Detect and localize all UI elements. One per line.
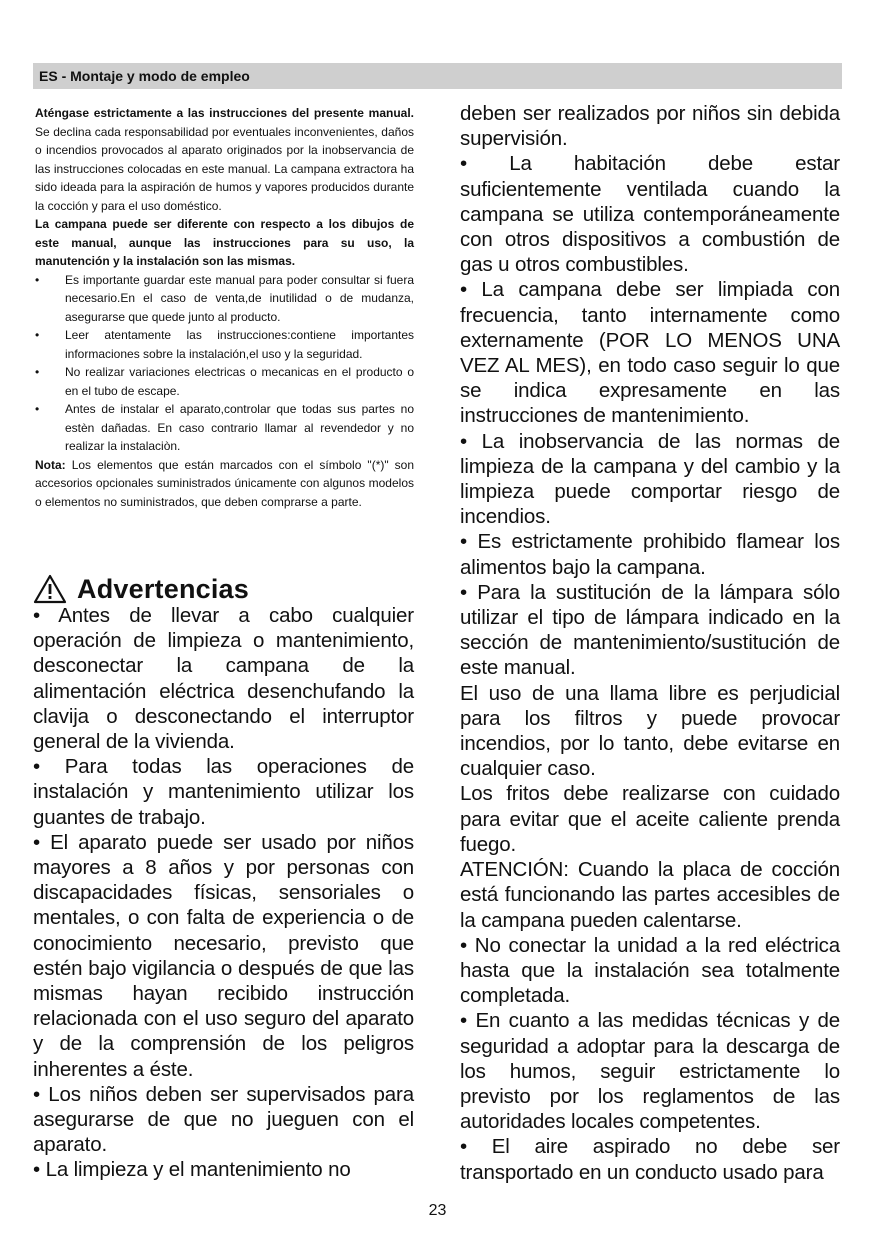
list-item: [35, 400, 414, 456]
design-note-bold: La campana puede ser diferente con respecto a los dibujos de este manual, aunque las instrucciones para su uso, la manutención y la instalación son las mismas.: [35, 217, 414, 268]
note-paragraph: [35, 456, 414, 512]
warning-triangle-icon: [33, 574, 67, 604]
warning-paragraph: • La inobservancia de las normas de limpieza de la campana y del cambio y la limpieza puede comportar riesgo de incendios.: [460, 429, 840, 529]
intro-paragraph: [35, 104, 414, 215]
note-label: Nota:: [35, 457, 66, 472]
bullet-symbol: •: [35, 365, 40, 379]
list-item: [35, 271, 414, 327]
list-item-text: Es importante guardar este manual para poder consultar si fuera necesario.En el caso de venta,de inutilidad o de mudanza, asegurarse que quede junto al producto.: [65, 272, 414, 324]
intro-bullet-list: [35, 271, 414, 456]
list-item: [35, 363, 414, 400]
warning-paragraph: • Antes de llevar a cabo cualquier operación de limpieza o mantenimiento, desconectar la campana de la alimentación eléctrica desenchufando la clavija o desconectando el interruptor general de la vivienda.: [33, 604, 414, 754]
bullet-symbol: •: [35, 402, 40, 416]
section-header: [33, 63, 842, 89]
warning-paragraph: • La limpieza y el mantenimiento no: [33, 1158, 351, 1182]
note-text: Los elementos que están marcados con el símbolo "(*)" son accesorios opcionales suministrados únicamente con algunos modelos o elementos no suministrados, que deben comprarse a parte.: [35, 457, 414, 509]
list-item-text: Antes de instalar el aparato,controlar que todas sus partes no estèn dañadas. En caso contrario llamar al revendedor y no realizar la instalaciòn.: [65, 402, 414, 453]
bullet-symbol: •: [35, 272, 40, 287]
warning-paragraph: Los fritos debe realizarse con cuidado para evitar que el aceite caliente prenda fuego.: [460, 782, 840, 856]
page-number: 23: [428, 1202, 447, 1219]
warning-paragraph: • La campana debe ser limpiada con frecuencia, tanto internamente como externamente (POR LO MENOS UNA VEZ AL MES), en todo caso seguir lo que se indica expresamente en las instrucciones de mantenimiento.: [460, 278, 840, 428]
bullet-symbol: •: [35, 328, 40, 342]
warning-paragraph: • La habitación debe estar suficientemente ventilada cuando la campana se utiliza contemporáneamente con otros dispositivos a combustión de gas u otros combustibles.: [460, 152, 840, 277]
warning-paragraph: • No conectar la unidad a la red eléctrica hasta que la instalación sea totalmente completada.: [460, 933, 840, 1008]
warning-paragraph: • El aparato puede ser usado por niños mayores a 8 años y por personas con discapacidades físicas, sensoriales o mentales, o con falta de experiencia o de conocimiento necesario, previsto que estén bajo vigilancia o después de que las mismas hayan recibido instrucción relacionada con el uso seguro del aparato y de la comprensión de los peligros inherentes a éste.: [33, 830, 414, 1081]
warning-paragraph: El uso de una llama libre es perjudicial para los filtros y puede provocar incendios, por lo tanto, debe evitarse en cualquier caso.: [460, 681, 840, 781]
warnings-left-column: [33, 603, 414, 1183]
warning-paragraph: • En cuanto a las medidas técnicas y de seguridad a adoptar para la descarga de los humos, seguir estrictamente lo previsto por los reglamentos de las autoridades locales competentes.: [460, 1009, 840, 1134]
warnings-right-column: [460, 101, 840, 1185]
list-item-text: Leer atentamente las instrucciones:contiene importantes informaciones sobre la instalación,el uso y la seguridad.: [65, 328, 414, 361]
warning-paragraph: deben ser realizados por niños sin debida supervisión.: [460, 102, 840, 151]
intro-section: [35, 104, 414, 511]
warning-paragraph: • Los niños deben ser supervisados para asegurarse de que no jueguen con el aparato.: [33, 1082, 414, 1157]
warning-paragraph: • El aire aspirado no debe ser transportado en un conducto usado para: [460, 1135, 840, 1184]
warning-paragraph: • Para todas las operaciones de instalación y mantenimiento utilizar los guantes de trabajo.: [33, 755, 414, 829]
section-header-title: ES - Montaje y modo de empleo: [39, 68, 250, 84]
warning-paragraph: • Para la sustitución de la lámpara sólo utilizar el tipo de lámpara indicado en la sección de mantenimiento/sustitución de este manual.: [460, 580, 840, 680]
intro-bold-text: Aténgase estrictamente a las instrucciones del presente manual.: [35, 106, 414, 120]
warnings-heading: [33, 572, 415, 606]
warning-paragraph: ATENCIÓN: Cuando la placa de cocción está funcionando las partes accesibles de la campana pueden calentarse.: [460, 858, 840, 932]
list-item-text: No realizar variaciones electricas o mecanicas en el producto o en el tubo de escape.: [65, 365, 414, 398]
warnings-title: Advertencias: [77, 573, 249, 604]
warning-paragraph: • Es estrictamente prohibido flamear los alimentos bajo la campana.: [460, 530, 840, 579]
list-item: [35, 326, 414, 363]
design-note: [35, 215, 414, 271]
intro-text: Se declina cada responsabilidad por eventuales inconvenientes, daños o incendios provocados al aparato originados por la inobservancia de las instrucciones colocadas en este manual. La campana extractora ha sido ideada para la aspiración de humos y vapores producidos durante la cocción y para el uso doméstico.: [35, 124, 414, 213]
